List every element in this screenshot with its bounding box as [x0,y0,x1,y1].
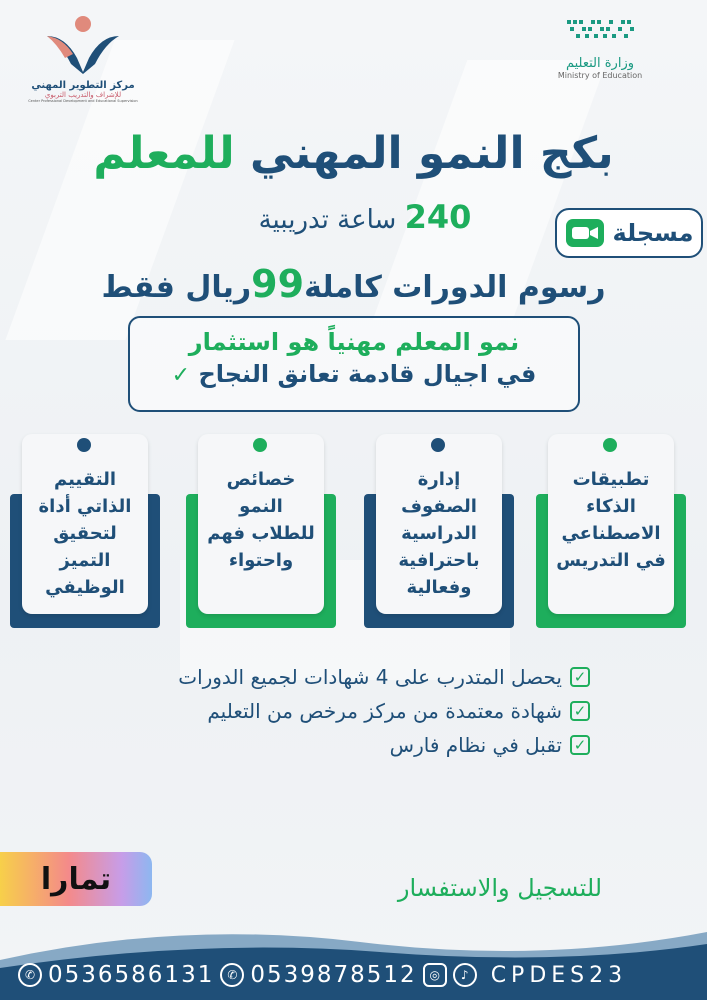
card-body [22,434,148,614]
phone-number-2: 0539878512 [250,962,417,988]
training-hours-number: 240 [404,198,472,236]
center-logo-subtitle: للإشراف والتدريب التربوي [44,91,122,99]
list-item [120,728,590,762]
video-camera-icon [565,218,605,248]
course-fees-before: رسوم الدورات كاملة [304,270,606,305]
course-fees-number: 99 [251,262,305,306]
headline [0,130,707,178]
ministry-logo-icon [565,18,635,44]
tamara-badge [0,852,152,906]
course-card-2 [364,434,514,628]
card-text: خصائص النمو للطلاب فهم واحتواء [207,469,315,571]
checkmark-icon: ✓ [171,363,191,388]
benefit-text: يحصل المتدرب على 4 شهادات لجميع الدورات [178,665,562,689]
training-hours [200,198,530,236]
whatsapp-icon: ✆ [220,963,244,987]
quote-box [128,316,580,412]
checkbox-icon: ✓ [570,667,590,687]
phone-number-1: 0536586131 [48,962,215,988]
course-fees [0,262,707,306]
headline-part2: للمعلم [93,128,235,179]
quote-line1: نمو المعلم مهنياً هو استثمار [188,328,520,356]
footer-bar [0,950,707,1000]
card-dot-icon [253,438,267,452]
center-logo-icon [43,14,123,76]
card-dot-icon [431,438,445,452]
center-logo-name: مركز التطوير المهني [31,80,135,91]
list-item [120,694,590,728]
course-fees-after: ريال فقط [101,270,252,305]
quote-line2: في اجيال قادمة تعانق النجاح [198,360,537,388]
tamara-label: تمارا [40,861,112,897]
ministry-name-en: Ministry of Education [557,71,643,80]
whatsapp-icon: ✆ [18,963,42,987]
checkbox-icon: ✓ [570,701,590,721]
headline-part1: بكج النمو المهني [249,128,614,179]
card-body [376,434,502,614]
instagram-icon: ◎ [423,963,447,987]
card-body [198,434,324,614]
course-card-1 [536,434,686,628]
center-logo-subtitle-en: Center Professional Development and Educational Supervision [28,99,138,103]
benefit-text: شهادة معتمدة من مركز مرخص من التعليم [207,699,562,723]
card-dot-icon [603,438,617,452]
checkbox-icon: ✓ [570,735,590,755]
card-text: إدارة الصفوف الدراسية باحترافية وفعالية [398,469,480,598]
center-logo [28,14,138,103]
register-text: للتسجيل والاستفسار [397,874,603,902]
benefits-list [120,660,590,762]
course-card-4 [10,434,160,628]
recorded-badge-label: مسجلة [612,219,694,247]
recorded-badge [555,208,703,258]
social-handle: CPDES23 [490,962,628,988]
card-text: التقييم الذاتي أداة لتحقيق التميز الوظيفي [38,469,132,598]
quote-line2-wrap [130,360,578,388]
ministry-logo [545,18,655,80]
card-body [548,434,674,614]
card-text: تطبيقات الذكاء الاصطناعي في التدريس [556,469,666,571]
card-dot-icon [77,438,91,452]
benefit-text: تقبل في نظام فارس [389,733,562,757]
training-hours-label: ساعة تدريبية [258,205,397,235]
course-card-3 [186,434,336,628]
list-item [120,660,590,694]
tiktok-icon: ♪ [453,963,477,987]
ministry-name: وزارة التعليم [565,56,635,71]
